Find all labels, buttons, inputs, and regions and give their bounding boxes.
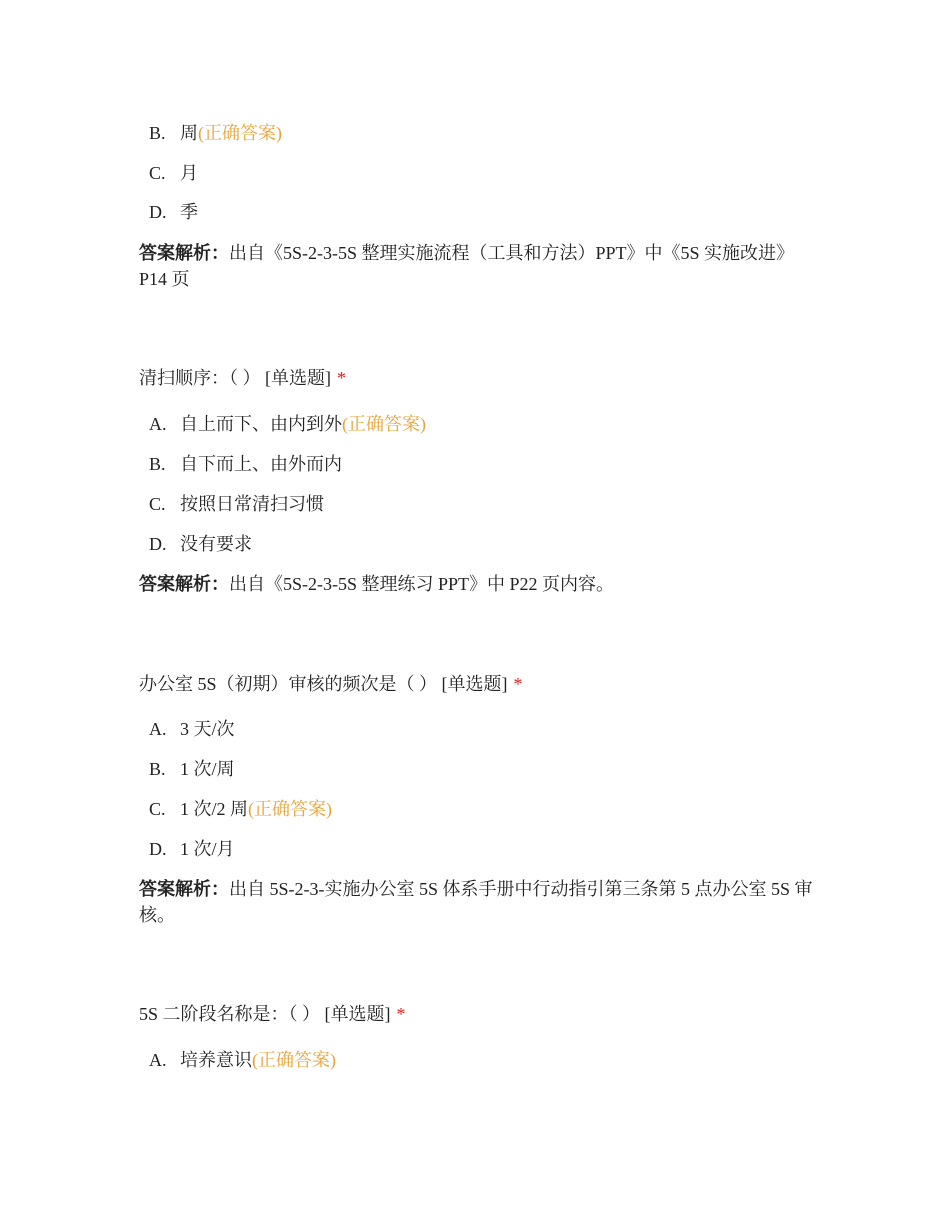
option-a: [149, 1046, 336, 1074]
question-title: [139, 364, 346, 392]
option-letter: D.: [149, 839, 167, 859]
option-letter: A.: [149, 414, 167, 434]
option-letter: B.: [149, 123, 166, 143]
option-letter: D.: [149, 534, 167, 554]
option-letter: C.: [149, 163, 166, 183]
option-a: [149, 715, 235, 743]
option-text: 1 次/月: [180, 839, 235, 859]
question-title: [139, 670, 523, 698]
answer-analysis: [139, 240, 819, 292]
correct-answer-tag: (正确答案): [252, 1050, 336, 1070]
question-title: [139, 1000, 406, 1028]
analysis-text: 出自 5S-2-3-实施办公室 5S 体系手册中行动指引第三条第 5 点办公室 5S 审核。: [139, 879, 813, 925]
required-mark: *: [513, 674, 523, 694]
option-text: 3 天/次: [180, 719, 235, 739]
option-letter: D.: [149, 202, 167, 222]
option-letter: C.: [149, 494, 166, 514]
correct-answer-tag: (正确答案): [342, 414, 426, 434]
option-b: [149, 755, 235, 783]
option-d: [149, 835, 235, 863]
required-mark: *: [337, 368, 346, 388]
option-a: [149, 410, 426, 438]
option-text: 季: [180, 202, 198, 222]
answer-analysis: [139, 876, 819, 928]
option-text: 周: [180, 123, 198, 143]
option-text: 自上而下、由内到外: [180, 414, 342, 434]
option-text: 月: [180, 163, 198, 183]
answer-analysis: [139, 571, 819, 597]
option-c: [149, 490, 324, 518]
question-text: 办公室 5S（初期）审核的频次是（ ） [单选题]: [139, 674, 508, 694]
option-text: 1 次/周: [180, 759, 235, 779]
option-c: [149, 159, 198, 187]
question-text: 清扫顺序：（ ） [单选题]: [139, 368, 331, 388]
option-text: 培养意识: [180, 1050, 252, 1070]
analysis-text: 出自《5S-2-3-5S 整理实施流程（工具和方法）PPT》中《5S 实施改进》P14 页: [139, 243, 795, 289]
option-d: [149, 198, 198, 226]
option-letter: A.: [149, 1050, 167, 1070]
option-letter: B.: [149, 454, 166, 474]
analysis-label: 答案解析：: [139, 574, 229, 594]
analysis-label: 答案解析：: [139, 879, 229, 899]
option-letter: C.: [149, 799, 166, 819]
correct-answer-tag: (正确答案): [198, 123, 282, 143]
option-text: 没有要求: [180, 534, 252, 554]
analysis-text: 出自《5S-2-3-5S 整理练习 PPT》中 P22 页内容。: [229, 574, 615, 594]
option-d: [149, 530, 252, 558]
option-text: 自下而上、由外而内: [180, 454, 342, 474]
question-text: 5S 二阶段名称是：（ ） [单选题]: [139, 1004, 391, 1024]
required-mark: *: [396, 1004, 406, 1024]
correct-answer-tag: (正确答案): [248, 799, 333, 819]
option-text: 1 次/2 周: [180, 799, 249, 819]
option-c: [149, 795, 332, 823]
option-b: [149, 450, 342, 478]
analysis-label: 答案解析：: [139, 243, 229, 263]
option-letter: A.: [149, 719, 167, 739]
option-text: 按照日常清扫习惯: [180, 494, 324, 514]
option-b: [149, 119, 282, 147]
option-letter: B.: [149, 759, 166, 779]
